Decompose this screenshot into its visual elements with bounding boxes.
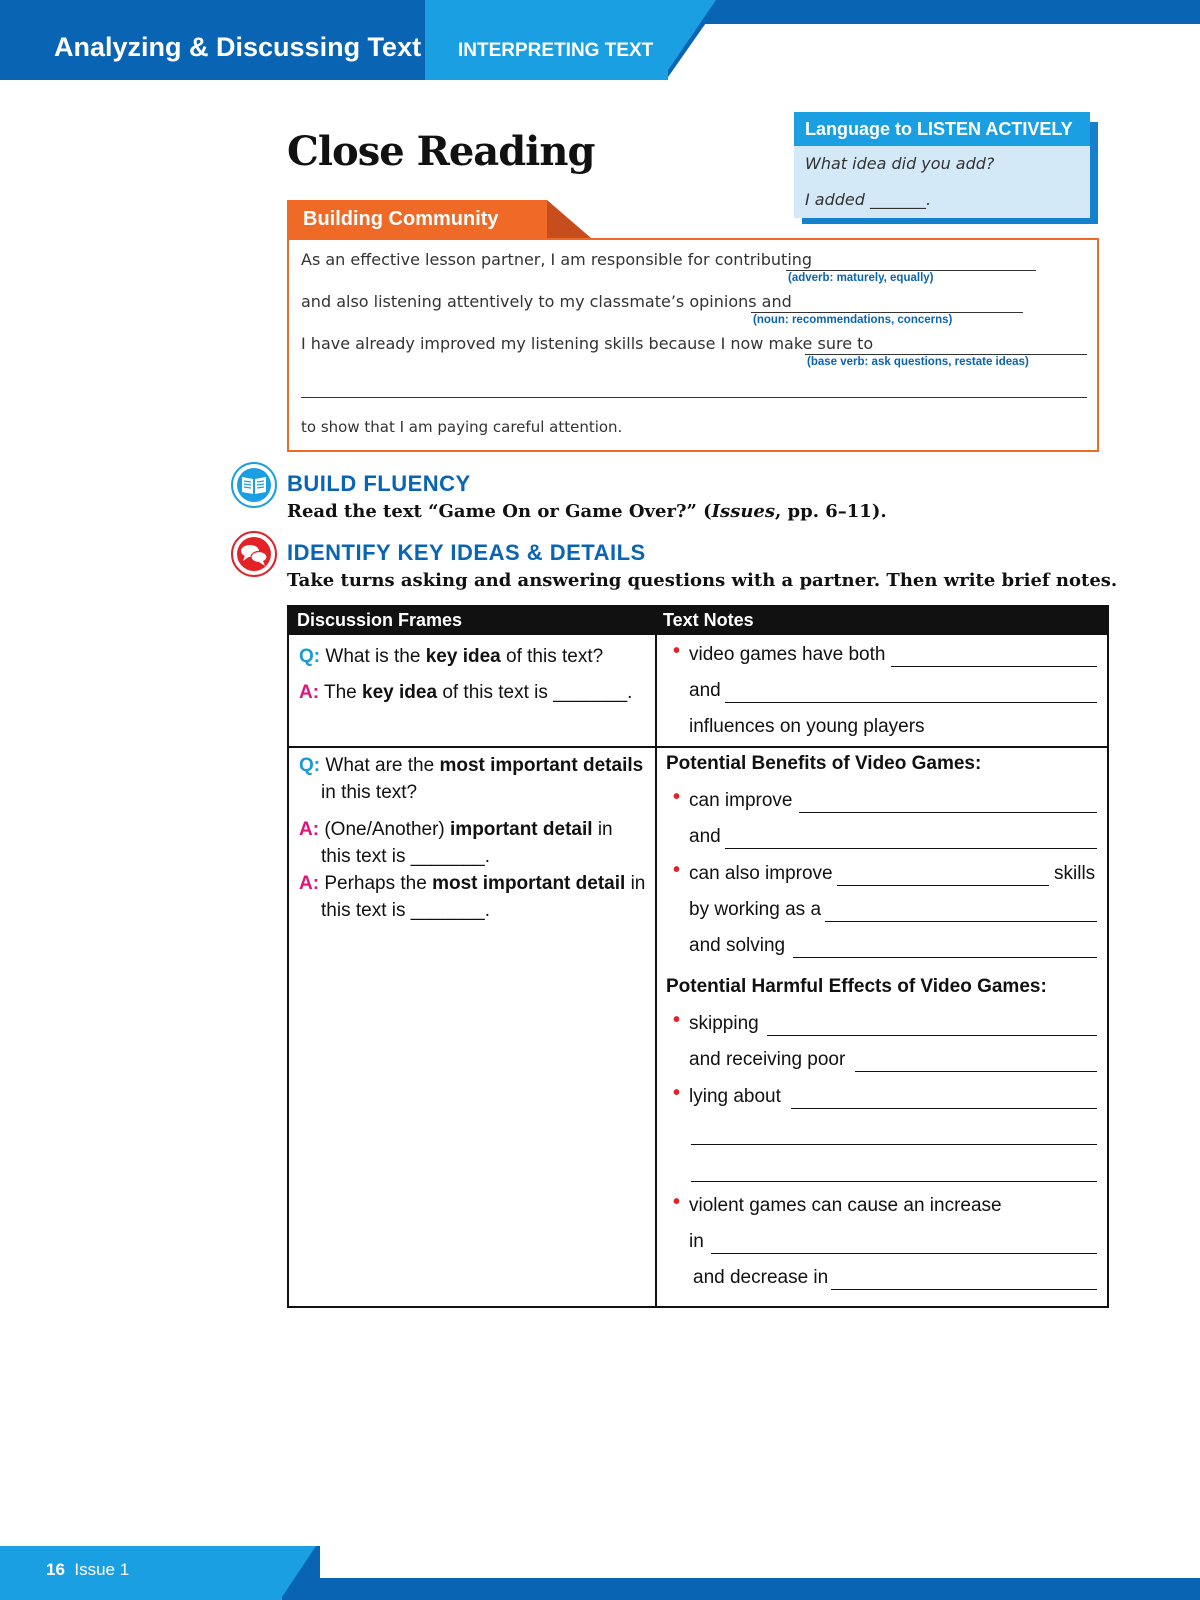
- benefit-2: can also improve: [689, 863, 833, 884]
- speech-bubbles-icon: [231, 531, 277, 577]
- a-text-mid: in: [597, 819, 613, 840]
- bullet-icon: •: [673, 640, 681, 662]
- note-r1-line3: influences on young players: [689, 716, 925, 737]
- building-community-box: [287, 238, 1099, 452]
- col-header-text-notes: Text Notes: [663, 610, 754, 630]
- listen-actively-box: [794, 112, 1090, 218]
- bc-sentence-2: and also listening attentively to my classmate’s opinions and: [301, 292, 792, 311]
- table-column-divider: [655, 607, 657, 1306]
- harm-1-cont: and receiving poor: [689, 1049, 846, 1070]
- q-text-pre: What is the: [325, 646, 421, 667]
- a-label: A:: [299, 819, 320, 840]
- key-ideas-instructions: Take turns asking and answering questions with a partner. Then write brief notes.: [287, 570, 1118, 591]
- benefit-1: can improve: [689, 790, 793, 811]
- building-community-tab: Building Community: [287, 200, 547, 238]
- bc-blank-3[interactable]: [805, 354, 1087, 355]
- a-text-post: of this text is _______.: [442, 682, 633, 703]
- benefit-2-end: skills: [1054, 863, 1096, 884]
- bullet-icon: •: [673, 859, 681, 881]
- table-header-row: [289, 607, 1107, 635]
- build-fluency-text: [287, 501, 887, 522]
- bc-sentence-5: to show that I am paying careful attention.: [301, 418, 623, 436]
- harm-1: skipping: [689, 1013, 759, 1034]
- q-label: Q:: [299, 646, 321, 667]
- book-icon: [231, 462, 277, 508]
- note-blank[interactable]: [831, 1289, 1097, 1290]
- harm-3: violent games can cause an increase: [689, 1195, 1002, 1216]
- row2-answer-1-cont: this text is _______.: [321, 846, 490, 867]
- building-community-tab-slant: [547, 200, 591, 238]
- note-blank[interactable]: [711, 1253, 1097, 1254]
- row2-answer-2-cont: this text is _______.: [321, 900, 490, 921]
- listen-box-line-2: I added _______.: [805, 190, 932, 209]
- discussion-table: [287, 605, 1109, 1308]
- harm-2: lying about: [689, 1086, 781, 1107]
- page-number: 16: [46, 1560, 65, 1579]
- note-blank[interactable]: [855, 1071, 1097, 1072]
- bc-hint-1: (adverb: maturely, equally): [788, 272, 934, 284]
- note-blank[interactable]: [837, 885, 1049, 886]
- a-label: A:: [299, 682, 320, 703]
- note-blank[interactable]: [725, 848, 1097, 849]
- note-blank[interactable]: [799, 812, 1097, 813]
- a-text-mid: in: [630, 873, 646, 894]
- note-blank[interactable]: [691, 1144, 1097, 1145]
- a-text-pre: Perhaps the: [324, 873, 427, 894]
- build-fluency-text-italic: Issues: [711, 501, 776, 522]
- row2-question: [299, 755, 643, 777]
- note-blank[interactable]: [691, 1181, 1097, 1182]
- note-blank[interactable]: [791, 1108, 1097, 1109]
- bullet-icon: •: [673, 786, 681, 808]
- row2-answer-2: [299, 873, 645, 895]
- section-tab-label: INTERPRETING TEXT: [425, 0, 668, 80]
- q-label: Q:: [299, 755, 321, 776]
- bc-sentence-3: I have already improved my listening skills because I now make sure to: [301, 334, 874, 353]
- bc-blank-1[interactable]: [786, 270, 1036, 271]
- benefit-1-cont: and: [689, 826, 721, 847]
- bullet-icon: •: [673, 1191, 681, 1213]
- bc-hint-3: (base verb: ask questions, restate ideas): [807, 356, 1029, 368]
- note-blank[interactable]: [725, 702, 1097, 703]
- a-text-pre: The: [324, 682, 357, 703]
- section-title: Analyzing & Discussing Text: [0, 0, 425, 80]
- table-row-divider: [289, 746, 1107, 748]
- note-blank[interactable]: [891, 666, 1097, 667]
- footer-tab: [0, 1546, 282, 1600]
- row2-question-cont: in this text?: [321, 782, 418, 803]
- a-text-pre: (One/Another): [324, 819, 445, 840]
- bc-sentence-1: As an effective lesson partner, I am responsible for contributing: [301, 250, 813, 269]
- note-blank[interactable]: [767, 1035, 1097, 1036]
- build-fluency-heading: BUILD FLUENCY: [287, 471, 471, 496]
- harms-heading: Potential Harmful Effects of Video Games:: [666, 976, 1047, 997]
- header-slant-tab: [664, 0, 716, 76]
- bc-blank-2[interactable]: [751, 312, 1023, 313]
- benefit-2-cont2: and solving: [689, 935, 786, 956]
- row1-question: [299, 646, 603, 668]
- footer-slant: [280, 1546, 316, 1600]
- note-r1-line1: video games have both: [689, 644, 886, 665]
- listen-box-line-1: What idea did you add?: [805, 154, 995, 173]
- a-text-bold: important detail: [450, 819, 593, 840]
- a-text-bold: most important detail: [432, 873, 626, 894]
- q-text-bold: key idea: [425, 646, 501, 667]
- listen-box-title: Language to LISTEN ACTIVELY: [794, 112, 1090, 146]
- bullet-icon: •: [673, 1009, 681, 1031]
- note-blank[interactable]: [793, 957, 1097, 958]
- bc-blank-4[interactable]: [301, 397, 1087, 398]
- build-fluency-text-a: Read the text “Game On or Game Over?” (: [287, 501, 712, 522]
- note-r1-line2: and: [689, 680, 721, 701]
- harm-3-cont1: in: [689, 1231, 704, 1252]
- col-header-discussion-frames: Discussion Frames: [297, 610, 463, 630]
- q-text-bold: most important details: [439, 755, 644, 776]
- row1-answer: [299, 682, 632, 704]
- note-blank[interactable]: [825, 921, 1097, 922]
- benefit-2-cont1: by working as a: [689, 899, 822, 920]
- bc-hint-2: (noun: recommendations, concerns): [753, 314, 953, 326]
- benefits-heading: Potential Benefits of Video Games:: [666, 753, 982, 774]
- build-fluency-text-b: , pp. 6–11).: [775, 501, 887, 522]
- q-text-post: of this text?: [506, 646, 604, 667]
- a-label: A:: [299, 873, 320, 894]
- page-title: Close Reading: [287, 128, 595, 175]
- a-text-bold: key idea: [362, 682, 438, 703]
- q-text-pre: What are the: [325, 755, 435, 776]
- key-ideas-heading: IDENTIFY KEY IDEAS & DETAILS: [287, 540, 646, 565]
- harm-3-cont2: and decrease in: [693, 1267, 829, 1288]
- issue-label: Issue 1: [74, 1560, 130, 1579]
- row2-answer-1: [299, 819, 613, 841]
- bullet-icon: •: [673, 1082, 681, 1104]
